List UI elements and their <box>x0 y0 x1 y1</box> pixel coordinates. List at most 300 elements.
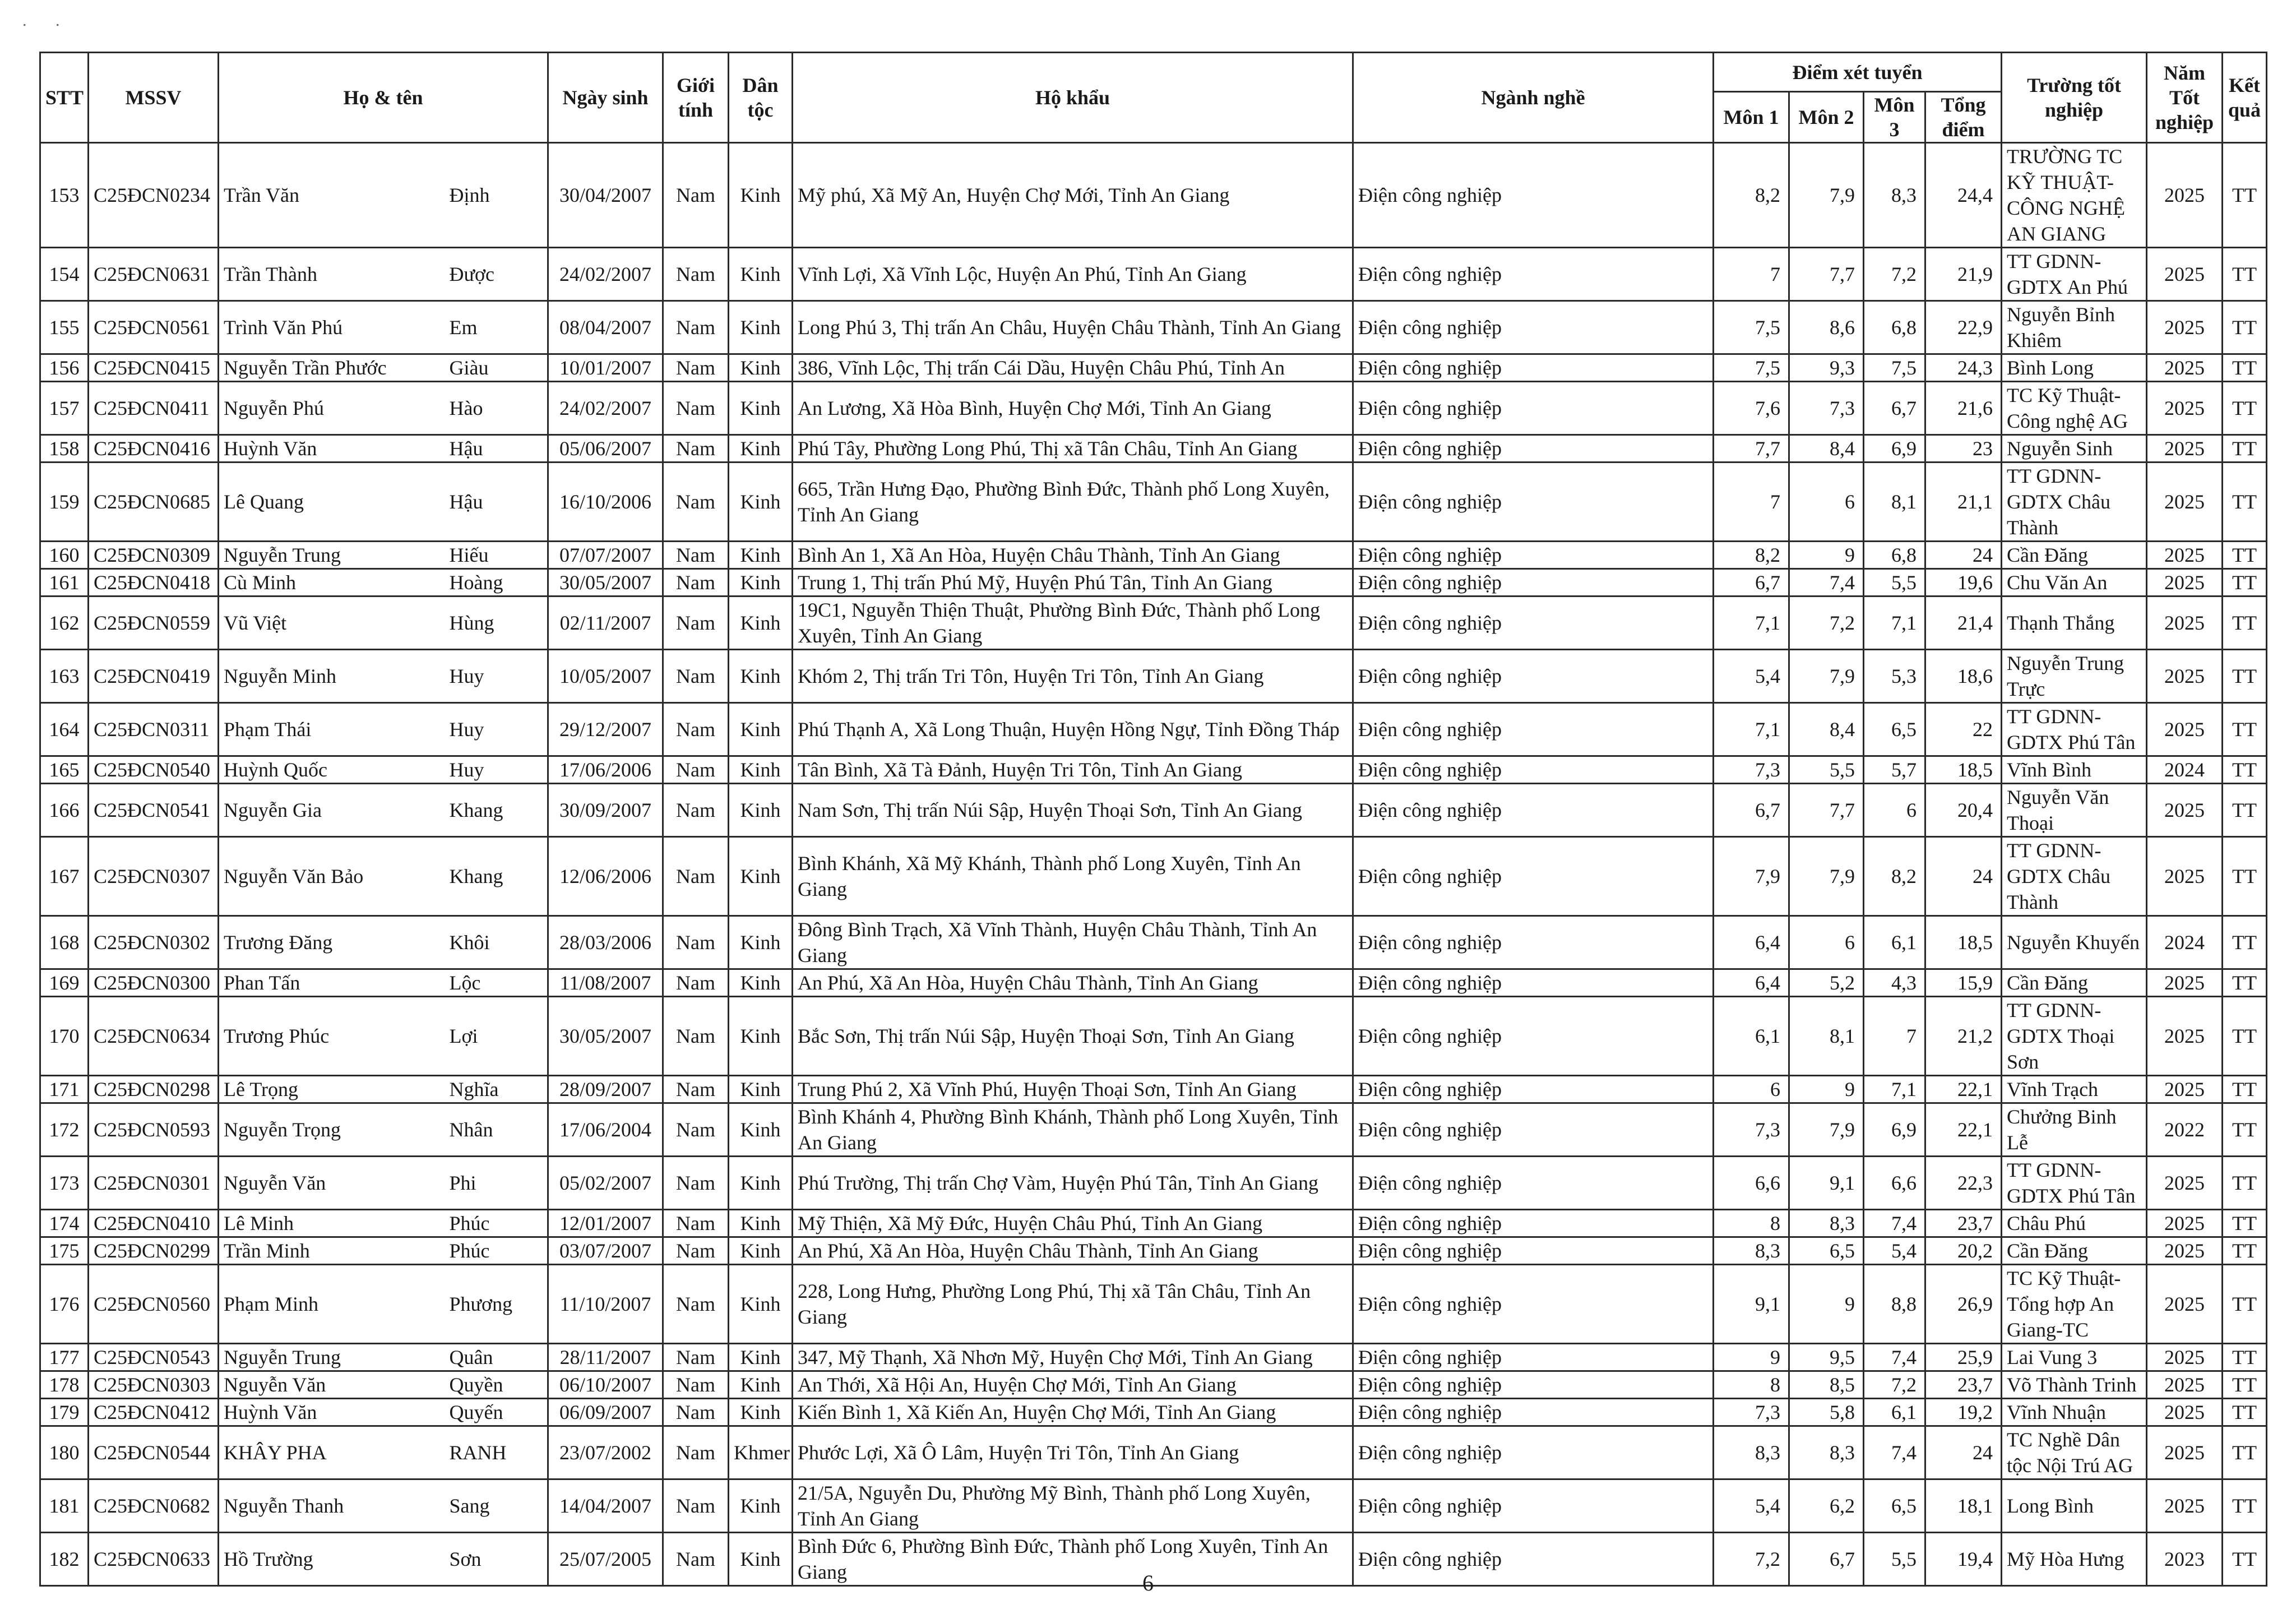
header-ho-khau[interactable]: Hộ khẩu <box>793 53 1353 143</box>
ho-khau-cell: Bình An 1, Xã An Hòa, Huyện Châu Thành, Tỉnh An Giang <box>793 542 1353 569</box>
admission-results-table-container <box>39 52 2266 1587</box>
truong-tot-nghiep-cell: TT GDNN-GDTX An Phú <box>2002 248 2147 301</box>
gioi-tinh-cell: Nam <box>663 1479 729 1533</box>
mon-2-cell: 6,7 <box>1789 1533 1864 1586</box>
ket-qua-cell: TT <box>2223 837 2267 916</box>
header-mssv[interactable]: MSSV <box>89 53 219 143</box>
ho-cell: Trần Minh <box>219 1237 447 1265</box>
dan-toc-cell: Kinh <box>729 1533 793 1586</box>
gioi-tinh-cell: Nam <box>663 143 729 248</box>
ngay-sinh-cell: 11/08/2007 <box>548 969 663 997</box>
tong-diem-cell: 21,2 <box>1925 997 2002 1076</box>
nam-tot-nghiep-cell: 2025 <box>2147 1371 2223 1399</box>
gioi-tinh-cell: Nam <box>663 837 729 916</box>
truong-tot-nghiep-cell: Chưởng Binh Lễ <box>2002 1103 2147 1157</box>
nganh-nghe-cell: Điện công nghiệp <box>1353 1265 1714 1344</box>
tong-diem-cell: 22,1 <box>1925 1103 2002 1157</box>
table-row[interactable] <box>40 301 2267 354</box>
ngay-sinh-cell: 05/06/2007 <box>548 435 663 463</box>
nganh-nghe-cell: Điện công nghiệp <box>1353 1399 1714 1426</box>
mon-2-cell: 7,2 <box>1789 597 1864 650</box>
mssv-cell: C25ĐCN0559 <box>89 597 219 650</box>
nganh-nghe-cell: Điện công nghiệp <box>1353 837 1714 916</box>
gioi-tinh-cell: Nam <box>663 1265 729 1344</box>
ngay-sinh-cell: 12/01/2007 <box>548 1210 663 1237</box>
stt-cell: 159 <box>40 463 89 542</box>
ngay-sinh-cell: 30/04/2007 <box>548 143 663 248</box>
truong-tot-nghiep-cell: TT GDNN-GDTX Thoại Sơn <box>2002 997 2147 1076</box>
gioi-tinh-cell: Nam <box>663 597 729 650</box>
ket-qua-cell: TT <box>2223 969 2267 997</box>
ten-cell: Được <box>447 248 548 301</box>
mon-1-cell: 6 <box>1714 1076 1789 1103</box>
mon-3-cell: 5,4 <box>1864 1237 1925 1265</box>
mssv-cell: C25ĐCN0633 <box>89 1533 219 1586</box>
nam-tot-nghiep-cell: 2025 <box>2147 969 2223 997</box>
mon-3-cell: 7,2 <box>1864 248 1925 301</box>
ngay-sinh-cell: 24/02/2007 <box>548 382 663 435</box>
nam-tot-nghiep-cell: 2023 <box>2147 1533 2223 1586</box>
ten-cell: Hậu <box>447 463 548 542</box>
ho-khau-cell: Phú Tây, Phường Long Phú, Thị xã Tân Châu, Tỉnh An Giang <box>793 435 1353 463</box>
ten-cell: Quyến <box>447 1399 548 1426</box>
nganh-nghe-cell: Điện công nghiệp <box>1353 569 1714 597</box>
table-row[interactable] <box>40 1265 2267 1344</box>
mon-2-cell: 6,2 <box>1789 1479 1864 1533</box>
mon-3-cell: 6,5 <box>1864 703 1925 756</box>
table-row[interactable] <box>40 435 2267 463</box>
tong-diem-cell: 22,3 <box>1925 1157 2002 1210</box>
mssv-cell: C25ĐCN0560 <box>89 1265 219 1344</box>
gioi-tinh-cell: Nam <box>663 1237 729 1265</box>
nganh-nghe-cell: Điện công nghiệp <box>1353 1076 1714 1103</box>
ket-qua-cell: TT <box>2223 569 2267 597</box>
dan-toc-cell: Kinh <box>729 784 793 837</box>
header-dan-toc[interactable]: Dân tộc <box>729 53 793 143</box>
ten-cell: Hậu <box>447 435 548 463</box>
stt-cell: 179 <box>40 1399 89 1426</box>
ho-cell: Lê Trọng <box>219 1076 447 1103</box>
gioi-tinh-cell: Nam <box>663 1344 729 1371</box>
dan-toc-cell: Kinh <box>729 1237 793 1265</box>
mon-1-cell: 8,2 <box>1714 143 1789 248</box>
tong-diem-cell: 22,1 <box>1925 1076 2002 1103</box>
truong-tot-nghiep-cell: TT GDNN-GDTX Phú Tân <box>2002 703 2147 756</box>
ho-khau-cell: An Lương, Xã Hòa Bình, Huyện Chợ Mới, Tỉnh An Giang <box>793 382 1353 435</box>
mon-2-cell: 8,4 <box>1789 703 1864 756</box>
header-ket-qua[interactable]: Kết quả <box>2223 53 2267 143</box>
ho-khau-cell: Kiến Bình 1, Xã Kiến An, Huyện Chợ Mới, Tỉnh An Giang <box>793 1399 1353 1426</box>
ho-khau-cell: Vĩnh Lợi, Xã Vĩnh Lộc, Huyện An Phú, Tỉnh An Giang <box>793 248 1353 301</box>
mon-3-cell: 7,4 <box>1864 1426 1925 1479</box>
ket-qua-cell: TT <box>2223 1157 2267 1210</box>
nganh-nghe-cell: Điện công nghiệp <box>1353 463 1714 542</box>
truong-tot-nghiep-cell: Mỹ Hòa Hưng <box>2002 1533 2147 1586</box>
mon-3-cell: 5,7 <box>1864 756 1925 784</box>
ngay-sinh-cell: 30/09/2007 <box>548 784 663 837</box>
table-row[interactable] <box>40 756 2267 784</box>
tong-diem-cell: 20,2 <box>1925 1237 2002 1265</box>
table-row[interactable] <box>40 542 2267 569</box>
tong-diem-cell: 19,2 <box>1925 1399 2002 1426</box>
ngay-sinh-cell: 24/02/2007 <box>548 248 663 301</box>
ho-khau-cell: Bắc Sơn, Thị trấn Núi Sập, Huyện Thoại Sơn, Tỉnh An Giang <box>793 997 1353 1076</box>
ket-qua-cell: TT <box>2223 1103 2267 1157</box>
table-row[interactable] <box>40 143 2267 248</box>
table-row[interactable] <box>40 1237 2267 1265</box>
mssv-cell: C25ĐCN0418 <box>89 569 219 597</box>
ngay-sinh-cell: 14/04/2007 <box>548 1479 663 1533</box>
table-row[interactable] <box>40 597 2267 650</box>
ho-khau-cell: Phước Lợi, Xã Ô Lâm, Huyện Tri Tôn, Tỉnh An Giang <box>793 1426 1353 1479</box>
ket-qua-cell: TT <box>2223 382 2267 435</box>
mon-3-cell: 6,7 <box>1864 382 1925 435</box>
ten-cell: Khang <box>447 784 548 837</box>
mon-3-cell: 5,3 <box>1864 650 1925 703</box>
stt-cell: 162 <box>40 597 89 650</box>
ho-khau-cell: Trung 1, Thị trấn Phú Mỹ, Huyện Phú Tân, Tỉnh An Giang <box>793 569 1353 597</box>
ngay-sinh-cell: 05/02/2007 <box>548 1157 663 1210</box>
dan-toc-cell: Kinh <box>729 382 793 435</box>
ho-khau-cell: 665, Trần Hưng Đạo, Phường Bình Đức, Thành phố Long Xuyên, Tỉnh An Giang <box>793 463 1353 542</box>
mon-3-cell: 8,3 <box>1864 143 1925 248</box>
ket-qua-cell: TT <box>2223 1399 2267 1426</box>
mon-1-cell: 6,6 <box>1714 1157 1789 1210</box>
ten-cell: Giàu <box>447 354 548 382</box>
nam-tot-nghiep-cell: 2025 <box>2147 1265 2223 1344</box>
stt-cell: 160 <box>40 542 89 569</box>
ho-cell: Huỳnh Quốc <box>219 756 447 784</box>
ho-khau-cell: Đông Bình Trạch, Xã Vĩnh Thành, Huyện Châu Thành, Tỉnh An Giang <box>793 916 1353 969</box>
table-row[interactable] <box>40 1157 2267 1210</box>
header-stt[interactable]: STT <box>40 53 89 143</box>
mon-2-cell: 8,5 <box>1789 1371 1864 1399</box>
mssv-cell: C25ĐCN0561 <box>89 301 219 354</box>
ho-cell: Nguyễn Trọng <box>219 1103 447 1157</box>
truong-tot-nghiep-cell: TT GDNN-GDTX Phú Tân <box>2002 1157 2147 1210</box>
header-mon-3[interactable]: Môn 3 <box>1864 92 1925 143</box>
nam-tot-nghiep-cell: 2022 <box>2147 1103 2223 1157</box>
nam-tot-nghiep-cell: 2025 <box>2147 1426 2223 1479</box>
mon-3-cell: 5,5 <box>1864 1533 1925 1586</box>
truong-tot-nghiep-cell: Châu Phú <box>2002 1210 2147 1237</box>
dan-toc-cell: Kinh <box>729 1479 793 1533</box>
ngay-sinh-cell: 28/11/2007 <box>548 1344 663 1371</box>
mon-1-cell: 6,4 <box>1714 916 1789 969</box>
mon-1-cell: 7,2 <box>1714 1533 1789 1586</box>
ho-khau-cell: Mỹ phú, Xã Mỹ An, Huyện Chợ Mới, Tỉnh An Giang <box>793 143 1353 248</box>
nam-tot-nghiep-cell: 2025 <box>2147 354 2223 382</box>
table-row[interactable] <box>40 382 2267 435</box>
table-row[interactable] <box>40 1103 2267 1157</box>
header-mon-2[interactable]: Môn 2 <box>1789 92 1864 143</box>
dan-toc-cell: Kinh <box>729 597 793 650</box>
mon-3-cell: 6,8 <box>1864 542 1925 569</box>
nganh-nghe-cell: Điện công nghiệp <box>1353 1533 1714 1586</box>
nam-tot-nghiep-cell: 2025 <box>2147 143 2223 248</box>
tong-diem-cell: 26,9 <box>1925 1265 2002 1344</box>
tong-diem-cell: 25,9 <box>1925 1344 2002 1371</box>
mssv-cell: C25ĐCN0631 <box>89 248 219 301</box>
ten-cell: Quân <box>447 1344 548 1371</box>
gioi-tinh-cell: Nam <box>663 1426 729 1479</box>
truong-tot-nghiep-cell: Nguyễn Sinh <box>2002 435 2147 463</box>
mon-3-cell: 6,8 <box>1864 301 1925 354</box>
mssv-cell: C25ĐCN0307 <box>89 837 219 916</box>
mon-1-cell: 8 <box>1714 1210 1789 1237</box>
gioi-tinh-cell: Nam <box>663 1103 729 1157</box>
ho-khau-cell: Bình Đức 6, Phường Bình Đức, Thành phố Long Xuyên, Tỉnh An Giang <box>793 1533 1353 1586</box>
mon-1-cell: 7,3 <box>1714 756 1789 784</box>
ket-qua-cell: TT <box>2223 1344 2267 1371</box>
nam-tot-nghiep-cell: 2025 <box>2147 301 2223 354</box>
table-row[interactable] <box>40 1399 2267 1426</box>
mon-2-cell: 7,4 <box>1789 569 1864 597</box>
gioi-tinh-cell: Nam <box>663 1157 729 1210</box>
dan-toc-cell: Kinh <box>729 1076 793 1103</box>
table-row[interactable] <box>40 916 2267 969</box>
mon-2-cell: 8,4 <box>1789 435 1864 463</box>
ho-khau-cell: Mỹ Thiện, Xã Mỹ Đức, Huyện Châu Phú, Tỉnh An Giang <box>793 1210 1353 1237</box>
table-row[interactable] <box>40 248 2267 301</box>
nam-tot-nghiep-cell: 2025 <box>2147 1479 2223 1533</box>
mon-2-cell: 9,5 <box>1789 1344 1864 1371</box>
ngay-sinh-cell: 23/07/2002 <box>548 1426 663 1479</box>
stt-cell: 165 <box>40 756 89 784</box>
ngay-sinh-cell: 11/10/2007 <box>548 1265 663 1344</box>
ho-cell: Nguyễn Trung <box>219 1344 447 1371</box>
truong-tot-nghiep-cell: TT GDNN-GDTX Châu Thành <box>2002 837 2147 916</box>
dan-toc-cell: Kinh <box>729 650 793 703</box>
ten-cell: Phúc <box>447 1237 548 1265</box>
mon-1-cell: 7,3 <box>1714 1399 1789 1426</box>
mon-3-cell: 7,1 <box>1864 597 1925 650</box>
stt-cell: 153 <box>40 143 89 248</box>
mon-1-cell: 7,5 <box>1714 354 1789 382</box>
ket-qua-cell: TT <box>2223 1076 2267 1103</box>
ngay-sinh-cell: 06/09/2007 <box>548 1399 663 1426</box>
mon-1-cell: 8 <box>1714 1371 1789 1399</box>
table-row[interactable] <box>40 354 2267 382</box>
mon-1-cell: 7,6 <box>1714 382 1789 435</box>
mon-2-cell: 7,9 <box>1789 650 1864 703</box>
gioi-tinh-cell: Nam <box>663 969 729 997</box>
mon-2-cell: 9,1 <box>1789 1157 1864 1210</box>
tong-diem-cell: 23 <box>1925 435 2002 463</box>
dan-toc-cell: Kinh <box>729 837 793 916</box>
truong-tot-nghiep-cell: Vĩnh Trạch <box>2002 1076 2147 1103</box>
ket-qua-cell: TT <box>2223 650 2267 703</box>
nam-tot-nghiep-cell: 2024 <box>2147 916 2223 969</box>
mon-3-cell: 7,2 <box>1864 1371 1925 1399</box>
tong-diem-cell: 20,4 <box>1925 784 2002 837</box>
stt-cell: 176 <box>40 1265 89 1344</box>
nganh-nghe-cell: Điện công nghiệp <box>1353 703 1714 756</box>
nam-tot-nghiep-cell: 2025 <box>2147 1344 2223 1371</box>
mssv-cell: C25ĐCN0300 <box>89 969 219 997</box>
table-row[interactable] <box>40 569 2267 597</box>
mssv-cell: C25ĐCN0311 <box>89 703 219 756</box>
ho-cell: Nguyễn Thanh <box>219 1479 447 1533</box>
truong-tot-nghiep-cell: Nguyễn Trung Trực <box>2002 650 2147 703</box>
ho-cell: Lê Minh <box>219 1210 447 1237</box>
table-row[interactable] <box>40 1210 2267 1237</box>
ten-cell: Lợi <box>447 997 548 1076</box>
mon-3-cell: 6,9 <box>1864 1103 1925 1157</box>
nganh-nghe-cell: Điện công nghiệp <box>1353 435 1714 463</box>
mon-3-cell: 5,5 <box>1864 569 1925 597</box>
ho-khau-cell: An Phú, Xã An Hòa, Huyện Châu Thành, Tỉnh An Giang <box>793 969 1353 997</box>
ten-cell: Phi <box>447 1157 548 1210</box>
truong-tot-nghiep-cell: Cần Đăng <box>2002 542 2147 569</box>
ho-khau-cell: Long Phú 3, Thị trấn An Châu, Huyện Châu Thành, Tỉnh An Giang <box>793 301 1353 354</box>
mon-1-cell: 5,4 <box>1714 1479 1789 1533</box>
table-row[interactable] <box>40 1344 2267 1371</box>
table-row[interactable] <box>40 997 2267 1076</box>
nganh-nghe-cell: Điện công nghiệp <box>1353 143 1714 248</box>
stt-cell: 161 <box>40 569 89 597</box>
ten-cell: RANH <box>447 1426 548 1479</box>
nam-tot-nghiep-cell: 2024 <box>2147 756 2223 784</box>
tong-diem-cell: 22,9 <box>1925 301 2002 354</box>
stt-cell: 171 <box>40 1076 89 1103</box>
ngay-sinh-cell: 08/04/2007 <box>548 301 663 354</box>
dan-toc-cell: Kinh <box>729 354 793 382</box>
nam-tot-nghiep-cell: 2025 <box>2147 382 2223 435</box>
ket-qua-cell: TT <box>2223 703 2267 756</box>
nganh-nghe-cell: Điện công nghiệp <box>1353 597 1714 650</box>
mon-2-cell: 9,3 <box>1789 354 1864 382</box>
tong-diem-cell: 21,4 <box>1925 597 2002 650</box>
header-nganh-nghe[interactable]: Ngành nghề <box>1353 53 1714 143</box>
ket-qua-cell: TT <box>2223 301 2267 354</box>
ten-cell: Lộc <box>447 969 548 997</box>
ho-cell: Trình Văn Phú <box>219 301 447 354</box>
stt-cell: 157 <box>40 382 89 435</box>
ket-qua-cell: TT <box>2223 756 2267 784</box>
ngay-sinh-cell: 06/10/2007 <box>548 1371 663 1399</box>
nganh-nghe-cell: Điện công nghiệp <box>1353 784 1714 837</box>
nganh-nghe-cell: Điện công nghiệp <box>1353 1237 1714 1265</box>
mon-3-cell: 6 <box>1864 784 1925 837</box>
ket-qua-cell: TT <box>2223 1371 2267 1399</box>
table-row[interactable] <box>40 650 2267 703</box>
admission-results-table <box>39 52 2267 1587</box>
ho-cell: Nguyễn Phú <box>219 382 447 435</box>
ten-cell: Khôi <box>447 916 548 969</box>
table-row[interactable] <box>40 784 2267 837</box>
ngay-sinh-cell: 28/03/2006 <box>548 916 663 969</box>
stt-cell: 167 <box>40 837 89 916</box>
ho-khau-cell: 21/5A, Nguyễn Du, Phường Mỹ Bình, Thành phố Long Xuyên, Tỉnh An Giang <box>793 1479 1353 1533</box>
nam-tot-nghiep-cell: 2025 <box>2147 1237 2223 1265</box>
ho-cell: Phan Tấn <box>219 969 447 997</box>
ket-qua-cell: TT <box>2223 143 2267 248</box>
ho-cell: Phạm Thái <box>219 703 447 756</box>
tong-diem-cell: 19,4 <box>1925 1533 2002 1586</box>
gioi-tinh-cell: Nam <box>663 756 729 784</box>
stt-cell: 155 <box>40 301 89 354</box>
table-row[interactable] <box>40 837 2267 916</box>
table-row[interactable] <box>40 1076 2267 1103</box>
mon-1-cell: 6,4 <box>1714 969 1789 997</box>
ket-qua-cell: TT <box>2223 435 2267 463</box>
ngay-sinh-cell: 25/07/2005 <box>548 1533 663 1586</box>
gioi-tinh-cell: Nam <box>663 1533 729 1586</box>
ten-cell: Huy <box>447 650 548 703</box>
mon-2-cell: 9 <box>1789 1265 1864 1344</box>
table-row[interactable] <box>40 969 2267 997</box>
header-truong-tot-nghiep[interactable]: Trường tốt nghiệp <box>2002 53 2147 143</box>
stt-cell: 158 <box>40 435 89 463</box>
truong-tot-nghiep-cell: TC Kỹ Thuật-Công nghệ AG <box>2002 382 2147 435</box>
nganh-nghe-cell: Điện công nghiệp <box>1353 756 1714 784</box>
table-row[interactable] <box>40 1479 2267 1533</box>
dan-toc-cell: Khmer <box>729 1426 793 1479</box>
header-nam-tot-nghiep[interactable]: Năm Tốt nghiệp <box>2147 53 2223 143</box>
header-ngay-sinh[interactable]: Ngày sinh <box>548 53 663 143</box>
mon-2-cell: 6 <box>1789 916 1864 969</box>
header-ho-ten[interactable]: Họ & tên <box>219 53 548 143</box>
mssv-cell: C25ĐCN0685 <box>89 463 219 542</box>
ket-qua-cell: TT <box>2223 784 2267 837</box>
nam-tot-nghiep-cell: 2025 <box>2147 650 2223 703</box>
ho-cell: Trương Đăng <box>219 916 447 969</box>
mon-1-cell: 8,3 <box>1714 1237 1789 1265</box>
header-mon-1[interactable]: Môn 1 <box>1714 92 1789 143</box>
ten-cell: Hùng <box>447 597 548 650</box>
table-row[interactable] <box>40 703 2267 756</box>
table-row[interactable] <box>40 1371 2267 1399</box>
gioi-tinh-cell: Nam <box>663 1371 729 1399</box>
gioi-tinh-cell: Nam <box>663 1399 729 1426</box>
ho-khau-cell: Bình Khánh, Xã Mỹ Khánh, Thành phố Long Xuyên, Tỉnh An Giang <box>793 837 1353 916</box>
nam-tot-nghiep-cell: 2025 <box>2147 248 2223 301</box>
ket-qua-cell: TT <box>2223 1265 2267 1344</box>
nganh-nghe-cell: Điện công nghiệp <box>1353 1426 1714 1479</box>
ket-qua-cell: TT <box>2223 1210 2267 1237</box>
ho-khau-cell: Phú Thạnh A, Xã Long Thuận, Huyện Hồng Ngự, Tỉnh Đồng Tháp <box>793 703 1353 756</box>
header-gioi-tinh[interactable]: Giới tính <box>663 53 729 143</box>
nam-tot-nghiep-cell: 2025 <box>2147 569 2223 597</box>
stt-cell: 168 <box>40 916 89 969</box>
nam-tot-nghiep-cell: 2025 <box>2147 435 2223 463</box>
truong-tot-nghiep-cell: TT GDNN-GDTX Châu Thành <box>2002 463 2147 542</box>
nganh-nghe-cell: Điện công nghiệp <box>1353 969 1714 997</box>
truong-tot-nghiep-cell: Long Bình <box>2002 1479 2147 1533</box>
dan-toc-cell: Kinh <box>729 1371 793 1399</box>
ket-qua-cell: TT <box>2223 597 2267 650</box>
ket-qua-cell: TT <box>2223 1479 2267 1533</box>
header-diem-xet-tuyen: Điểm xét tuyển <box>1714 53 2002 92</box>
mon-1-cell: 9 <box>1714 1344 1789 1371</box>
header-tong-diem[interactable]: Tổng điểm <box>1925 92 2002 143</box>
mssv-cell: C25ĐCN0416 <box>89 435 219 463</box>
mon-1-cell: 7,3 <box>1714 1103 1789 1157</box>
table-row[interactable] <box>40 1426 2267 1479</box>
ngay-sinh-cell: 07/07/2007 <box>548 542 663 569</box>
nam-tot-nghiep-cell: 2025 <box>2147 703 2223 756</box>
ho-khau-cell: Khóm 2, Thị trấn Tri Tôn, Huyện Tri Tôn, Tỉnh An Giang <box>793 650 1353 703</box>
truong-tot-nghiep-cell: Lai Vung 3 <box>2002 1344 2147 1371</box>
nganh-nghe-cell: Điện công nghiệp <box>1353 354 1714 382</box>
mssv-cell: C25ĐCN0540 <box>89 756 219 784</box>
mon-3-cell: 6,6 <box>1864 1157 1925 1210</box>
dan-toc-cell: Kinh <box>729 1210 793 1237</box>
table-row[interactable] <box>40 463 2267 542</box>
gioi-tinh-cell: Nam <box>663 1210 729 1237</box>
mon-1-cell: 6,1 <box>1714 997 1789 1076</box>
